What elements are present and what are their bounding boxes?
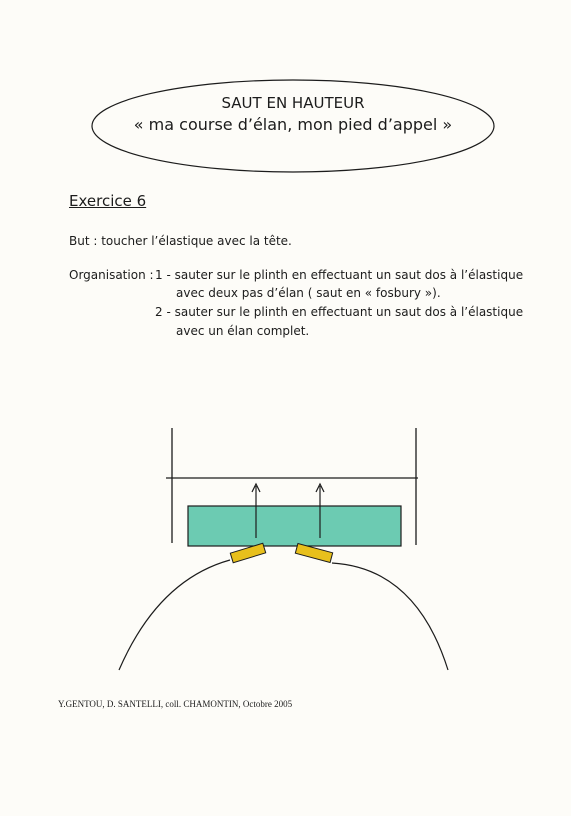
exercise-goal: But : toucher l’élastique avec la tête. xyxy=(69,234,292,248)
author-credit: Y.GENTOU, D. SANTELLI, coll. CHAMONTIN, Octobre 2005 xyxy=(58,699,293,709)
run-up-curve-right xyxy=(332,563,448,670)
title-banner xyxy=(90,78,496,174)
plinth xyxy=(188,506,401,546)
high-jump-diagram xyxy=(110,420,460,680)
title-text xyxy=(90,92,496,136)
organisation-item-2-line-2: avec un élan complet. xyxy=(176,324,310,338)
title-subtitle: « ma course d’élan, mon pied d’appel » xyxy=(133,115,453,134)
organisation-item-1-line-2: avec deux pas d’élan ( saut en « fosbury »). xyxy=(176,286,441,300)
organisation-item-2-line-1: 2 - sauter sur le plinth en effectuant un saut dos à l’élastique xyxy=(155,305,524,319)
organisation-item-1-line-1: 1 - sauter sur le plinth en effectuant un saut dos à l’élastique xyxy=(155,268,524,282)
run-up-curve-left xyxy=(119,560,230,670)
exercise-heading: Exercice 6 xyxy=(69,192,147,210)
title-main: SAUT EN HAUTEUR xyxy=(221,94,365,112)
organisation-label: Organisation : xyxy=(69,268,154,282)
